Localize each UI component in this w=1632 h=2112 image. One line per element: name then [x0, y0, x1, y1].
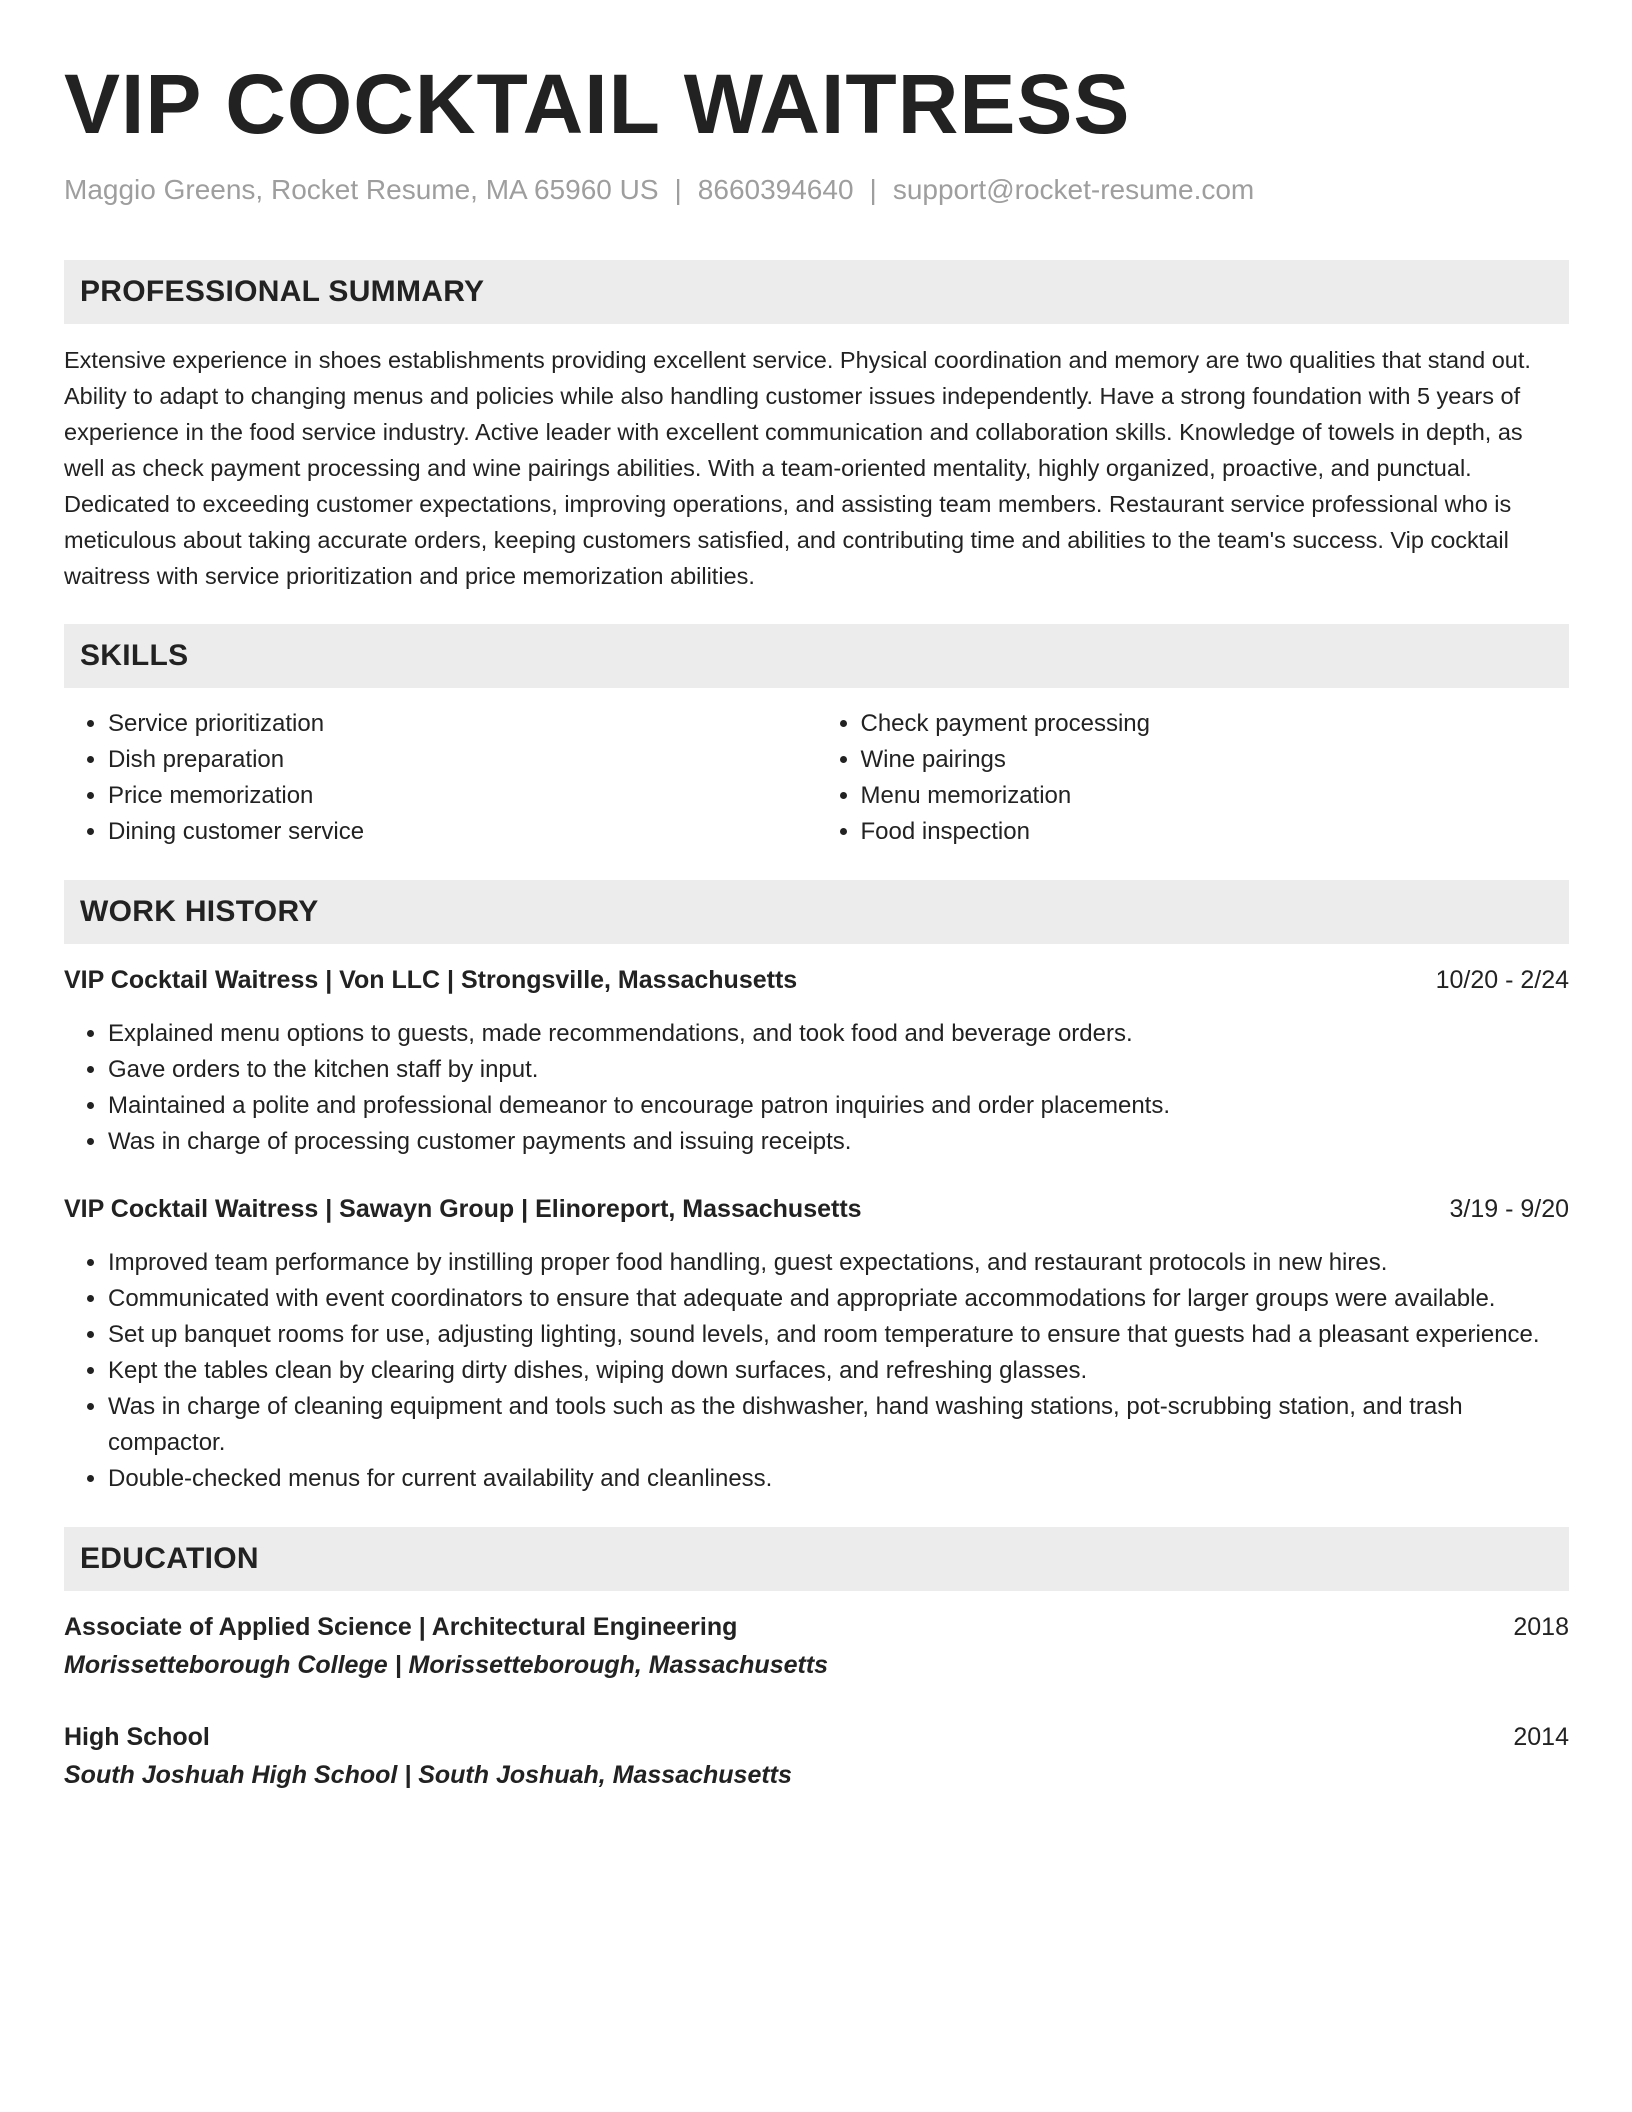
skills-column-right	[817, 706, 1570, 850]
job-title: VIP Cocktail Waitress | Sawayn Group | Elinoreport, Massachusetts	[64, 1195, 862, 1223]
education-year: 2014	[1513, 1723, 1569, 1751]
contact-email: support@rocket-resume.com	[892, 174, 1255, 205]
contact-separator: |	[869, 174, 877, 205]
job-duty: • Communicated with event coordinators to ensure that adequate and appropriate accommodations for larger groups were available.	[108, 1281, 1569, 1317]
contact-phone: 8660394640	[697, 174, 854, 205]
job-duty: • Kept the tables clean by clearing dirty dishes, wiping down surfaces, and refreshing glasses.	[108, 1353, 1569, 1389]
skill-item: • Menu memorization	[861, 778, 1570, 814]
skill-item: • Dish preparation	[108, 742, 817, 778]
job-duty: • Was in charge of cleaning equipment and tools such as the dishwasher, hand washing stations, pot-scrubbing station, and trash compactor.	[108, 1389, 1569, 1461]
job-dates: 10/20 - 2/24	[1435, 966, 1569, 994]
contact-separator: |	[674, 174, 682, 205]
job-duty: • Explained menu options to guests, made recommendations, and took food and beverage orders.	[108, 1016, 1569, 1052]
skill-item: • Service prioritization	[108, 706, 817, 742]
education-heading: EDUCATION	[64, 1527, 1569, 1591]
summary-heading: PROFESSIONAL SUMMARY	[64, 260, 1569, 324]
candidate-name: VIP COCKTAIL WAITRESS	[64, 57, 1131, 151]
job-header	[64, 962, 1569, 998]
skill-item: • Dining customer service	[108, 814, 817, 850]
skill-item: • Check payment processing	[861, 706, 1570, 742]
job-dates: 3/19 - 9/20	[1449, 1195, 1569, 1223]
job-duty: • Maintained a polite and professional demeanor to encourage patron inquiries and order placements.	[108, 1088, 1569, 1124]
job-header	[64, 1191, 1569, 1227]
job-duties	[64, 1245, 1569, 1497]
work-history-heading: WORK HISTORY	[64, 880, 1569, 944]
education-degree: Associate of Applied Science | Architectural Engineering	[64, 1613, 738, 1641]
job-duties	[64, 1016, 1569, 1160]
education-row	[64, 1719, 1569, 1755]
job-duty: • Set up banquet rooms for use, adjusting lighting, sound levels, and room temperature to ensure that guests had a pleasant experience.	[108, 1317, 1569, 1353]
job-duty: • Double-checked menus for current availability and cleanliness.	[108, 1461, 1569, 1497]
education-entry	[64, 1719, 1569, 1793]
skills-heading: SKILLS	[64, 624, 1569, 688]
education-school: Morissetteborough College | Morissetteborough, Massachusetts	[64, 1651, 829, 1679]
education-degree: High School	[64, 1723, 210, 1751]
skills-column-left	[64, 706, 817, 850]
skill-item: • Price memorization	[108, 778, 817, 814]
summary-text: Extensive experience in shoes establishments providing excellent service. Physical coordination and memory are two qualities that stand out. Ability to adapt to changing menus and policies while also handling customer issues independently. Have a strong foundation with 5 years of experience in the food service industry. Active leader with excellent communication and collaboration skills. Knowledge of towels in depth, as well as check payment processing and wine pairings abilities. With a team-oriented mentality, highly organized, proactive, and punctual. Dedicated to exceeding customer expectations, improving operations, and assisting team members. Restaurant service professional who is meticulous about taking accurate orders, keeping customers satisfied, and contributing time and abilities to the team's success. Vip cocktail waitress with service prioritization and price memorization abilities.	[64, 347, 1531, 589]
job-title: VIP Cocktail Waitress | Von LLC | Strongsville, Massachusetts	[64, 966, 798, 994]
contact-address: Maggio Greens, Rocket Resume, MA 65960 US	[64, 174, 659, 205]
contact-line	[64, 172, 1569, 208]
skills-list	[64, 706, 1569, 850]
education-school: South Joshuah High School | South Joshuah, Massachusetts	[64, 1761, 792, 1789]
skill-item: • Food inspection	[861, 814, 1570, 850]
education-year: 2018	[1513, 1613, 1569, 1641]
skill-item: • Wine pairings	[861, 742, 1570, 778]
education-row	[64, 1609, 1569, 1645]
education-entry	[64, 1609, 1569, 1683]
job-duty: • Gave orders to the kitchen staff by input.	[108, 1052, 1569, 1088]
job-duty: • Was in charge of processing customer payments and issuing receipts.	[108, 1124, 1569, 1160]
job-duty: • Improved team performance by instilling proper food handling, guest expectations, and restaurant protocols in new hires.	[108, 1245, 1569, 1281]
